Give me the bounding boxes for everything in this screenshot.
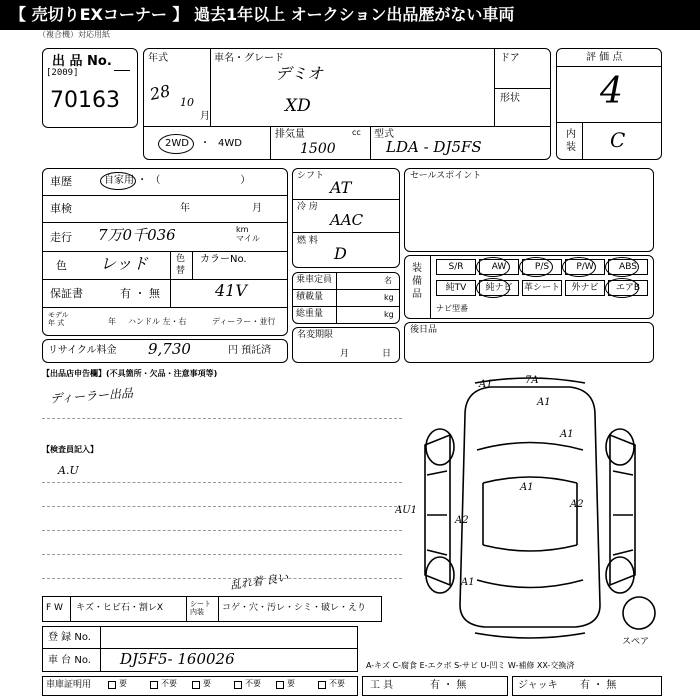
equipment-item: ABS [608,259,648,275]
deadline-label: 名変期限 [297,330,334,340]
colorno-value: 41V [215,281,247,300]
cert-option: 不要 [329,679,345,688]
inspector-value: A.U [58,464,79,477]
year-stamp: [2009] [46,68,79,78]
fw-options: キズ・ヒビ石・割レX [76,603,163,613]
month-unit: 月 [200,111,210,122]
cert-checkbox[interactable] [192,681,200,689]
mileage-unit: km マイル [236,225,260,243]
equipment-label: 装 備 品 [412,263,422,300]
chassis-value: DJ5F5- 160026 [120,650,235,668]
reg-label: 登 録 No. [48,632,91,643]
model-year-label: モデル 年 式 [48,311,69,328]
diagram-mark: A2 [570,499,584,510]
interior-value: C [610,128,626,152]
cooling-label: 冷 房 [297,202,318,212]
score-label: 評 価 点 [586,52,623,63]
tools-options: 有 ・ 無 [430,680,467,691]
inspection-label: 車検 [50,202,72,215]
equipment-item: P/S [522,259,562,275]
history-label: 車歴 [50,175,72,188]
inspection-year: 年 [180,203,190,214]
recycle-value: 9,730 [148,340,191,358]
lot-number: 70163 [50,88,120,113]
colorno-label: カラーNo. [200,254,247,265]
navi-label: ナビ型番 [436,304,468,313]
displacement-label: 排気量 [275,129,305,140]
cert-checkbox[interactable] [276,681,284,689]
dealer-label: ディーラー・並行 [212,317,276,326]
load-label: 積載量 [296,292,324,302]
equipment-item: S/R [436,259,476,275]
drive-2wd: 2WD [165,138,189,149]
equipment-item: 純TV [436,280,476,296]
gross-unit: kg [384,310,394,319]
month-value: 10 [180,96,194,109]
inspection-month: 月 [252,203,262,214]
diagram-mark: A2 [455,515,469,526]
drive-sep: ・ [200,138,210,149]
diagram-mark: A1 [520,482,534,493]
year-value: 28 [148,81,173,104]
cert-option: 要 [203,679,211,688]
lot-number-label: 出 品 No. [52,54,112,69]
diagram-mark: A1 [461,577,475,588]
grade: XD [285,96,311,116]
displacement-unit: cc [352,128,361,137]
declaration-value: ディーラー出品 [49,386,134,406]
fuel-label: 燃 料 [297,236,318,246]
aftermarket-label: 後日品 [410,325,438,335]
diagram-mark: 7A [525,375,539,386]
recycle-unit: 円 預託済 [228,345,272,356]
score-value: 4 [600,71,623,112]
equipment-circle [562,257,596,277]
equipment-item: 外ナビ [565,280,605,296]
form-subtitle: （複合機）対応用紙 [38,30,110,39]
year-label: 年式 [148,53,168,64]
cert-checkbox[interactable] [150,681,158,689]
fuel-value: D [334,244,347,263]
model-year-unit: 年 [108,317,116,326]
recycle-label: リサイクル料金 [48,345,117,356]
damage-legend: A-キズ C-腐食 E-エクボ S-サビ U-凹ミ W-補修 XX-交換済 [366,661,575,670]
door-label: ドア [500,53,520,64]
displacement-value: 1500 [300,141,336,157]
cooling-value: AAC [330,211,364,229]
seat-options: コゲ・穴・汚レ・シミ・破レ・えり [222,603,367,613]
equipment-item: P/W [565,259,605,275]
seat-label: シート 内装 [190,600,211,617]
declaration-label: 【出品店申告欄】(不具箇所・欠品・注意事項等) [42,369,218,378]
cert-option: 要 [287,679,295,688]
capacity-label: 乗車定員 [296,275,333,285]
inspector-label: 【検査員記入】 [42,445,98,454]
deadline-month: 月 [340,349,350,359]
cert-checkbox[interactable] [108,681,116,689]
fw-label: F W [46,603,63,613]
deadline-day: 日 [382,349,392,359]
model-grade-label: 車名・グレード [214,53,284,64]
equipment-item: AW [479,259,519,275]
jack-label: ジャッキ [518,680,558,691]
gross-label: 総重量 [296,309,324,319]
equipment-circle [476,257,510,277]
equipment-item: 純ナビ [479,280,519,296]
diagram-mark: A1 [479,379,493,390]
sales-point-label: セールスポイント [410,171,482,181]
equipment-item: エアB [608,280,648,296]
fw-annotation: 乱れ着 良い [229,570,290,593]
spare-label: スペア [622,637,650,647]
warranty-label: 保証書 [50,287,83,300]
tools-label: 工 具 [370,680,394,691]
vehicle-details-box [42,168,288,336]
shape-label: 形状 [500,93,520,104]
shift-value: AT [330,178,352,197]
load-unit: kg [384,293,394,302]
chassis-label: 車 台 No. [48,655,91,666]
equipment-circle [605,278,639,298]
equipment-item: 革シート [522,280,562,296]
cert-label: 車庫証明用 [46,680,92,690]
color-label: 色 [56,259,67,272]
color-change-label: 色 替 [176,254,186,276]
mileage-value: 7万0千036 [98,226,176,244]
cert-option: 不要 [245,679,261,688]
handle-label: ハンドル 左・右 [128,317,187,326]
cert-option: 不要 [161,679,177,688]
equipment-circle [476,278,510,298]
type-value: LDA - DJ5FS [386,138,482,156]
car-damage-diagram [395,375,665,640]
interior-label: 内 装 [566,129,576,153]
cert-option: 要 [119,679,127,688]
color-value: レッド [100,254,148,273]
jack-options: 有 ・ 無 [580,680,617,691]
warranty-options: 有 ・ 無 [120,287,160,300]
cert-checkbox[interactable] [318,681,326,689]
type-label: 型式 [374,129,394,140]
shift-label: シフト [297,171,325,181]
aftermarket-box [404,322,654,363]
diagram-mark: A1 [560,429,574,440]
drive-4wd: 4WD [218,138,242,149]
header-title: 【 売切りEXコーナー 】 過去1年以上 オークション出品歴がない車両 [10,5,515,24]
diagram-mark: AU1 [395,505,418,516]
equipment-circle [519,257,553,277]
car-name: デミオ [275,64,324,83]
equipment-circle [605,257,639,277]
mileage-label: 走行 [50,231,72,244]
capacity-unit: 名 [384,276,392,285]
diagram-mark: A1 [537,397,551,408]
history-options: 自家用 ・ （ ） [104,175,251,186]
cert-checkbox[interactable] [234,681,242,689]
